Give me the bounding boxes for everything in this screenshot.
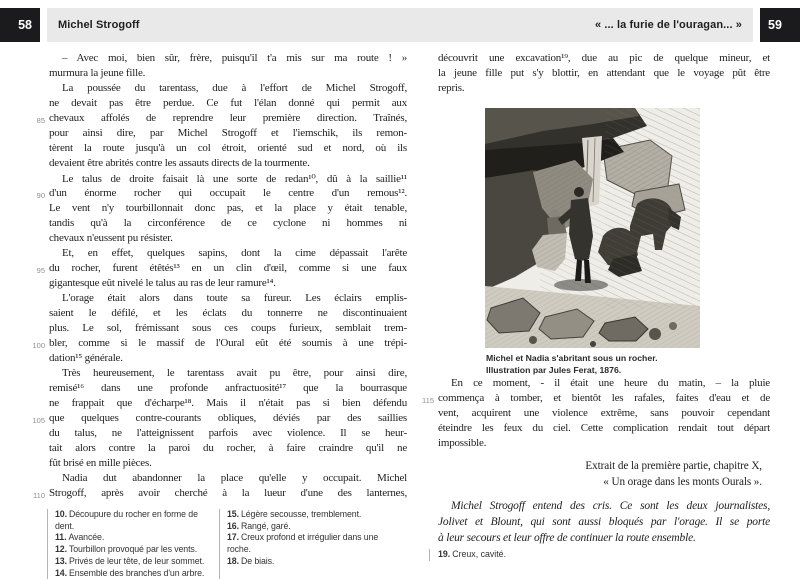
margin-line-number: 105 xyxy=(32,416,45,425)
text-line xyxy=(30,202,407,217)
margin-line-number xyxy=(419,82,434,97)
margin-line-number xyxy=(30,382,45,397)
margin-line-number xyxy=(30,157,45,172)
line-text: L'orage était alors dans toute sa fureur. Les éclairs emplis- xyxy=(62,292,407,304)
margin-line-number xyxy=(30,52,45,67)
text-line xyxy=(419,407,770,422)
excerpt-citation xyxy=(438,459,762,490)
margin-line-number xyxy=(30,397,45,412)
footnote-entry: 11. Avancée. xyxy=(55,532,105,543)
line-text: commença à tomber, et bientôt les rafales, faites d'eau et de xyxy=(438,392,770,404)
margin-line-number: 85 xyxy=(36,116,45,125)
text-line xyxy=(30,247,407,262)
line-text: – Avec moi, bien sûr, frère, puisqu'il t'a mis sur ma route ! » xyxy=(62,52,407,64)
text-line xyxy=(419,377,770,392)
line-text: bler, comme si le massif de l'Oural eût été soumis à une trépi- xyxy=(49,337,407,349)
footnote-entry: 16. Rangé, garé. xyxy=(227,520,291,531)
margin-line-number xyxy=(30,127,45,142)
margin-line-number: 115 xyxy=(422,396,434,405)
margin-line-number xyxy=(419,67,434,82)
text-line xyxy=(30,307,407,322)
footnote-entry: 17. Creux profond et irrégulier dans une roche. xyxy=(227,532,379,555)
text-line xyxy=(30,172,407,187)
line-text: murmura la jeune fille. xyxy=(49,67,146,79)
text-line xyxy=(30,442,407,457)
text-line xyxy=(30,157,407,172)
line-text: Et, en effet, quelques sapins, dont la cime dépassait l'arête xyxy=(62,247,407,259)
text-line xyxy=(30,187,407,202)
line-text: éteindre les feux du ciel. Cette complication rendait tout départ xyxy=(438,422,770,434)
margin-line-number xyxy=(419,500,434,516)
margin-line-number xyxy=(30,367,45,382)
footnotes-column-1 xyxy=(47,509,209,579)
margin-line-number xyxy=(419,422,434,437)
text-line xyxy=(30,412,407,427)
caption-line-1: Michel et Nadia s'abritant sous un rocher. xyxy=(486,353,658,363)
margin-line-number xyxy=(30,352,45,367)
left-page-body-text xyxy=(30,52,407,502)
line-text: plus. Le sol, frémissant sous ces coups furieux, semblait trem- xyxy=(49,322,407,334)
line-text: remisé¹⁶ dans une profonde anfractuosité¹⁷ que la bourrasque xyxy=(49,382,407,394)
line-text: dation¹⁵ générale. xyxy=(49,352,123,364)
margin-line-number xyxy=(30,322,45,337)
text-line xyxy=(30,127,407,142)
line-text: ne devait pas être perdue. Ce fut l'élan donné qui permit aux xyxy=(49,97,407,109)
text-line xyxy=(30,97,407,112)
margin-line-number xyxy=(419,377,434,392)
text-line xyxy=(30,67,407,82)
text-line xyxy=(419,52,770,67)
line-text: tait alors contre la paroi du rocher, à faire craindre qu'il ne xyxy=(49,442,407,454)
running-title-left: Michel Strogoff xyxy=(58,19,140,31)
margin-line-number xyxy=(30,82,45,97)
text-line xyxy=(30,397,407,412)
margin-line-number xyxy=(419,407,434,422)
text-line xyxy=(30,352,407,367)
text-line xyxy=(30,217,407,232)
line-text: du talus, ne l'atteignissent parfois avec violence. Il se heur- xyxy=(49,427,407,439)
text-line xyxy=(30,427,407,442)
line-text: saient le défilé, et les éclats du tonnerre ne discontinuaient xyxy=(49,307,407,319)
margin-line-number xyxy=(419,437,434,452)
line-text: repris. xyxy=(438,82,465,94)
footnote-entry: 18. De biais. xyxy=(227,555,275,566)
text-line xyxy=(30,112,407,127)
citation-line-1: Extrait de la première partie, chapitre X, xyxy=(585,460,762,472)
margin-line-number xyxy=(30,277,45,292)
text-line xyxy=(30,82,407,97)
text-line xyxy=(30,337,407,352)
margin-line-number xyxy=(30,142,45,157)
line-text: Michel Strogoff entend des cris. Ce sont les deux journalistes, xyxy=(451,500,770,512)
text-line xyxy=(30,277,407,292)
line-text: gigantesque eût nivelé le talus au ras de leur ramure¹⁴. xyxy=(49,277,276,289)
text-line xyxy=(419,500,770,516)
margin-line-number xyxy=(30,427,45,442)
page-number-right: 59 xyxy=(760,8,800,42)
line-text: fût brisé en mille pièces. xyxy=(49,457,152,469)
line-text: En ce moment, - il était une heure du matin, – la pluie xyxy=(451,377,770,389)
line-text: Le vent n'y tourbillonnait donc pas, et la place y était tenable, xyxy=(49,202,407,214)
line-text: ne frappait que d'écharpe¹⁸. Mais il n'était pas si bien défendu xyxy=(49,397,407,409)
text-line xyxy=(419,422,770,437)
text-line xyxy=(30,322,407,337)
text-line xyxy=(30,367,407,382)
illustration-caption xyxy=(486,353,726,376)
margin-line-number: 95 xyxy=(36,266,45,275)
running-title-right: « ... la furie de l'ouragan... » xyxy=(594,19,742,31)
margin-line-number xyxy=(30,247,45,262)
right-page-body-text-mid xyxy=(419,377,770,452)
margin-line-number xyxy=(419,52,434,67)
margin-line-number xyxy=(30,457,45,472)
line-text: Jolivet et Blount, qui sont aussi bloqués par l'orage. Il se porte xyxy=(438,516,770,528)
text-line xyxy=(419,392,770,407)
margin-line-number: 100 xyxy=(32,341,45,350)
line-text: pour ainsi dire, par Michel Strogoff et l'iemschik, ils remon- xyxy=(49,127,407,139)
line-text: impossible. xyxy=(438,437,487,449)
line-text: Strogoff, après avoir cherché à la lueur d'une des lanternes, xyxy=(49,487,407,499)
left-page-footnotes xyxy=(47,509,397,579)
footnote-text: Creux, cavité. xyxy=(452,549,507,559)
footnotes-column-2 xyxy=(219,509,397,579)
margin-line-number xyxy=(30,472,45,487)
margin-line-number xyxy=(30,217,45,232)
line-text: chevaux n'eussent pu résister. xyxy=(49,232,173,244)
text-line xyxy=(30,232,407,247)
footnote-entry: 10. Découpure du rocher en forme de dent. xyxy=(55,509,198,531)
margin-line-number xyxy=(30,97,45,112)
text-line xyxy=(30,487,407,502)
line-text: Très heureusement, le tarentass avait pu être, pour ainsi dire, xyxy=(62,367,407,379)
citation-line-2: « Un orage dans les monts Ourals ». xyxy=(603,475,762,488)
margin-line-number xyxy=(30,172,45,187)
footnote-entry: 14. Ensemble des branches d'un arbre. xyxy=(55,567,205,578)
line-text: d'un énorme rocher qui occupait le centre d'un remous¹². xyxy=(49,187,407,199)
margin-line-number xyxy=(30,307,45,322)
margin-line-number xyxy=(419,516,434,532)
text-line xyxy=(30,142,407,157)
margin-line-number xyxy=(30,232,45,247)
line-text: à leur secours et leur offre de continuer la route ensemble. xyxy=(438,532,696,544)
engraving-michel-nadia-rock xyxy=(485,108,700,348)
margin-line-number xyxy=(30,442,45,457)
margin-line-number xyxy=(30,202,45,217)
line-text: tandis qu'à la circonférence de ce cyclone ni hommes ni xyxy=(49,217,407,229)
line-text: que quelques contre-courants obliques, déviés par des saillies xyxy=(49,412,407,424)
line-text: vent, acquirent une violence extrême, sans pouvoir cependant xyxy=(438,407,770,419)
footnote-entry: 15. Légère secousse, tremblement. xyxy=(227,509,362,519)
running-header-bar xyxy=(47,8,753,42)
margin-line-number: 110 xyxy=(33,491,45,500)
line-text: la jeune fille put s'y blottir, en attendant que le voyage pût être xyxy=(438,67,770,79)
text-line xyxy=(419,516,770,532)
margin-line-number xyxy=(30,67,45,82)
text-line xyxy=(419,532,770,548)
text-line xyxy=(419,82,770,97)
line-text: chevaux affolés de reprendre leur première direction. Traînés, xyxy=(49,112,407,124)
footnote-number: 19. xyxy=(438,549,451,559)
margin-line-number xyxy=(419,532,434,548)
text-line xyxy=(30,292,407,307)
footnote-entry: 12. Tourbillon provoqué par les vents. xyxy=(55,544,198,555)
right-page-footnote xyxy=(429,549,506,561)
line-text: devaient être abrités contre les assauts directs de la tourmente. xyxy=(49,157,310,169)
text-line xyxy=(419,437,770,452)
line-text: découvrit une excavation¹⁹, due au pic de quelque mineur, et xyxy=(438,52,770,64)
line-text: tèrent la route jusqu'à un col étroit, orienté sud et nord, où ils xyxy=(49,142,407,154)
text-line xyxy=(30,262,407,277)
plot-summary-italic xyxy=(419,500,770,548)
margin-line-number xyxy=(30,292,45,307)
line-text: Le talus de droite faisait là une sorte de redan¹⁰, dû à la saillie¹¹ xyxy=(62,173,407,185)
text-line xyxy=(30,457,407,472)
text-line xyxy=(419,67,770,82)
right-page-body-text-top xyxy=(419,52,770,97)
book-illustration-engraving xyxy=(485,108,700,348)
line-text: du rocher, furent étêtés¹³ en un clin d'œil, comme si une faux xyxy=(49,262,407,274)
text-line xyxy=(30,52,407,67)
line-text: Nadia dut abandonner la place qu'elle y occupait. Michel xyxy=(62,472,407,484)
footnote-entry: 13. Privés de leur tête, de leur sommet. xyxy=(55,555,205,566)
text-line xyxy=(30,472,407,487)
margin-line-number: 90 xyxy=(36,191,45,200)
text-line xyxy=(30,382,407,397)
caption-line-2: Illustration par Jules Ferat, 1876. xyxy=(486,364,622,375)
line-text: La poussée du tarentass, due à l'effort de Michel Strogoff, xyxy=(62,82,407,94)
page-number-left: 58 xyxy=(0,8,40,42)
